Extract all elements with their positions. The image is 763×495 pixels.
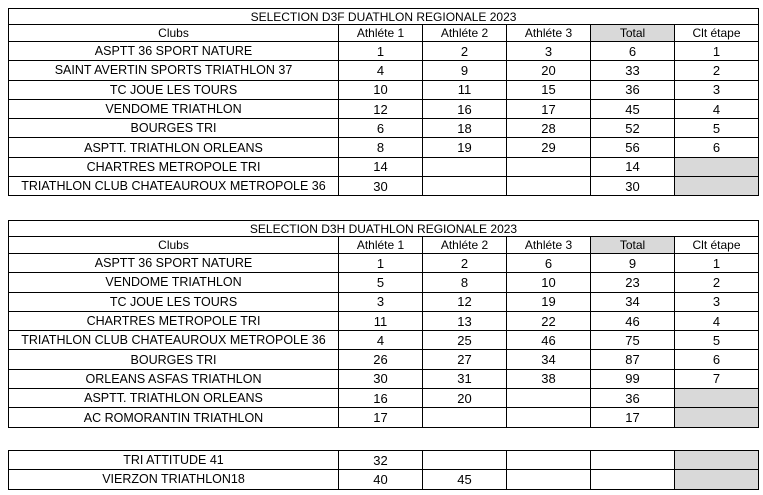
total: 30 (591, 177, 675, 196)
athlete-3-rank (507, 408, 591, 427)
table-row (9, 331, 759, 350)
athlete-3-rank: 6 (507, 254, 591, 273)
athlete-2-rank: 27 (423, 350, 507, 369)
table-row (9, 292, 759, 311)
table-row (9, 408, 759, 427)
athlete-2-rank (423, 177, 507, 196)
athlete-2-rank: 8 (423, 273, 507, 292)
athlete-2-rank: 12 (423, 292, 507, 311)
table-row (9, 254, 759, 273)
clt-etape: 4 (675, 99, 759, 118)
athlete-2-rank: 31 (423, 369, 507, 388)
clt-etape: 1 (675, 254, 759, 273)
athlete-3-rank: 34 (507, 350, 591, 369)
d3h-table-title: SELECTION D3H DUATHLON REGIONALE 2023 (9, 221, 759, 237)
athlete-3-rank: 46 (507, 331, 591, 350)
athlete-1-rank: 10 (339, 80, 423, 99)
clt-etape: 6 (675, 138, 759, 157)
club-name: TC JOUE LES TOURS (9, 292, 339, 311)
header-athlete-1: Athléte 1 (339, 25, 423, 42)
d3h-results-table (8, 220, 759, 428)
athlete-1-rank: 17 (339, 408, 423, 427)
athlete-1-rank: 4 (339, 331, 423, 350)
header-total: Total (591, 25, 675, 42)
clt-etape (675, 408, 759, 427)
table-row (9, 369, 759, 388)
athlete-1-rank: 40 (339, 470, 423, 489)
clt-etape (675, 157, 759, 176)
athlete-3-rank: 3 (507, 42, 591, 61)
clt-etape: 7 (675, 369, 759, 388)
athlete-2-rank (423, 451, 507, 470)
club-name: BOURGES TRI (9, 350, 339, 369)
athlete-2-rank: 45 (423, 470, 507, 489)
table-row (9, 177, 759, 196)
athlete-2-rank: 19 (423, 138, 507, 157)
total: 56 (591, 138, 675, 157)
athlete-1-rank: 16 (339, 389, 423, 408)
athlete-1-rank: 32 (339, 451, 423, 470)
athlete-2-rank: 25 (423, 331, 507, 350)
header-clt-etape: Clt étape (675, 237, 759, 254)
athlete-1-rank: 14 (339, 157, 423, 176)
club-name: TRI ATTITUDE 41 (9, 451, 339, 470)
club-name: ASPTT 36 SPORT NATURE (9, 42, 339, 61)
club-name: CHARTRES METROPOLE TRI (9, 157, 339, 176)
athlete-3-rank (507, 470, 591, 489)
athlete-2-rank: 20 (423, 389, 507, 408)
club-name: VIERZON TRIATHLON18 (9, 470, 339, 489)
d3f-table-title: SELECTION D3F DUATHLON REGIONALE 2023 (9, 9, 759, 25)
table-row (9, 273, 759, 292)
total: 36 (591, 80, 675, 99)
athlete-1-rank: 30 (339, 369, 423, 388)
athlete-2-rank: 9 (423, 61, 507, 80)
clt-etape: 6 (675, 350, 759, 369)
athlete-1-rank: 6 (339, 119, 423, 138)
table-row (9, 350, 759, 369)
athlete-3-rank: 10 (507, 273, 591, 292)
club-name: ASPTT. TRIATHLON ORLEANS (9, 138, 339, 157)
club-name: TC JOUE LES TOURS (9, 80, 339, 99)
table-row (9, 61, 759, 80)
athlete-1-rank: 4 (339, 61, 423, 80)
club-name: ASPTT. TRIATHLON ORLEANS (9, 389, 339, 408)
athlete-2-rank (423, 157, 507, 176)
total: 6 (591, 42, 675, 61)
athlete-2-rank: 11 (423, 80, 507, 99)
total: 36 (591, 389, 675, 408)
athlete-2-rank (423, 408, 507, 427)
total: 14 (591, 157, 675, 176)
athlete-3-rank (507, 389, 591, 408)
athlete-2-rank: 2 (423, 254, 507, 273)
header-clt-etape: Clt étape (675, 25, 759, 42)
athlete-1-rank: 3 (339, 292, 423, 311)
total: 46 (591, 311, 675, 330)
clt-etape: 3 (675, 292, 759, 311)
athlete-3-rank (507, 177, 591, 196)
d3f-results-table (8, 8, 759, 196)
clt-etape (675, 177, 759, 196)
header-athlete-1: Athléte 1 (339, 237, 423, 254)
header-clubs: Clubs (9, 25, 339, 42)
athlete-1-rank: 5 (339, 273, 423, 292)
header-athlete-3: Athléte 3 (507, 237, 591, 254)
athlete-1-rank: 26 (339, 350, 423, 369)
header-athlete-3: Athléte 3 (507, 25, 591, 42)
total: 52 (591, 119, 675, 138)
club-name: TRIATHLON CLUB CHATEAUROUX METROPOLE 36 (9, 177, 339, 196)
athlete-3-rank: 22 (507, 311, 591, 330)
table-row (9, 99, 759, 118)
athlete-2-rank: 2 (423, 42, 507, 61)
athlete-2-rank: 18 (423, 119, 507, 138)
header-athlete-2: Athléte 2 (423, 25, 507, 42)
total: 33 (591, 61, 675, 80)
table-row (9, 42, 759, 61)
athlete-3-rank: 28 (507, 119, 591, 138)
athlete-3-rank: 19 (507, 292, 591, 311)
total: 23 (591, 273, 675, 292)
athlete-3-rank: 17 (507, 99, 591, 118)
clt-etape (675, 470, 759, 489)
header-clubs: Clubs (9, 237, 339, 254)
total: 34 (591, 292, 675, 311)
table-row (9, 311, 759, 330)
table-row (9, 389, 759, 408)
club-name: TRIATHLON CLUB CHATEAUROUX METROPOLE 36 (9, 331, 339, 350)
clt-etape: 2 (675, 61, 759, 80)
club-name: ASPTT 36 SPORT NATURE (9, 254, 339, 273)
total: 99 (591, 369, 675, 388)
header-athlete-2: Athléte 2 (423, 237, 507, 254)
clt-etape: 5 (675, 119, 759, 138)
total: 17 (591, 408, 675, 427)
club-name: AC ROMORANTIN TRIATHLON (9, 408, 339, 427)
total: 75 (591, 331, 675, 350)
extra-clubs-table (8, 450, 759, 490)
club-name: VENDOME TRIATHLON (9, 273, 339, 292)
total (591, 470, 675, 489)
athlete-1-rank: 1 (339, 42, 423, 61)
athlete-3-rank (507, 451, 591, 470)
club-name: VENDOME TRIATHLON (9, 99, 339, 118)
clt-etape (675, 451, 759, 470)
table-row (9, 119, 759, 138)
athlete-2-rank: 13 (423, 311, 507, 330)
athlete-1-rank: 1 (339, 254, 423, 273)
athlete-3-rank: 38 (507, 369, 591, 388)
table-row (9, 138, 759, 157)
table-row (9, 470, 759, 489)
clt-etape: 3 (675, 80, 759, 99)
athlete-1-rank: 30 (339, 177, 423, 196)
table-row (9, 451, 759, 470)
clt-etape: 2 (675, 273, 759, 292)
club-name: SAINT AVERTIN SPORTS TRIATHLON 37 (9, 61, 339, 80)
clt-etape: 4 (675, 311, 759, 330)
table-row (9, 157, 759, 176)
clt-etape: 5 (675, 331, 759, 350)
athlete-1-rank: 12 (339, 99, 423, 118)
club-name: CHARTRES METROPOLE TRI (9, 311, 339, 330)
athlete-3-rank: 20 (507, 61, 591, 80)
club-name: ORLEANS ASFAS TRIATHLON (9, 369, 339, 388)
clt-etape (675, 389, 759, 408)
athlete-1-rank: 8 (339, 138, 423, 157)
table-row (9, 80, 759, 99)
clt-etape: 1 (675, 42, 759, 61)
athlete-3-rank (507, 157, 591, 176)
total: 87 (591, 350, 675, 369)
total: 45 (591, 99, 675, 118)
total: 9 (591, 254, 675, 273)
total (591, 451, 675, 470)
athlete-3-rank: 15 (507, 80, 591, 99)
athlete-1-rank: 11 (339, 311, 423, 330)
club-name: BOURGES TRI (9, 119, 339, 138)
athlete-3-rank: 29 (507, 138, 591, 157)
athlete-2-rank: 16 (423, 99, 507, 118)
header-total: Total (591, 237, 675, 254)
